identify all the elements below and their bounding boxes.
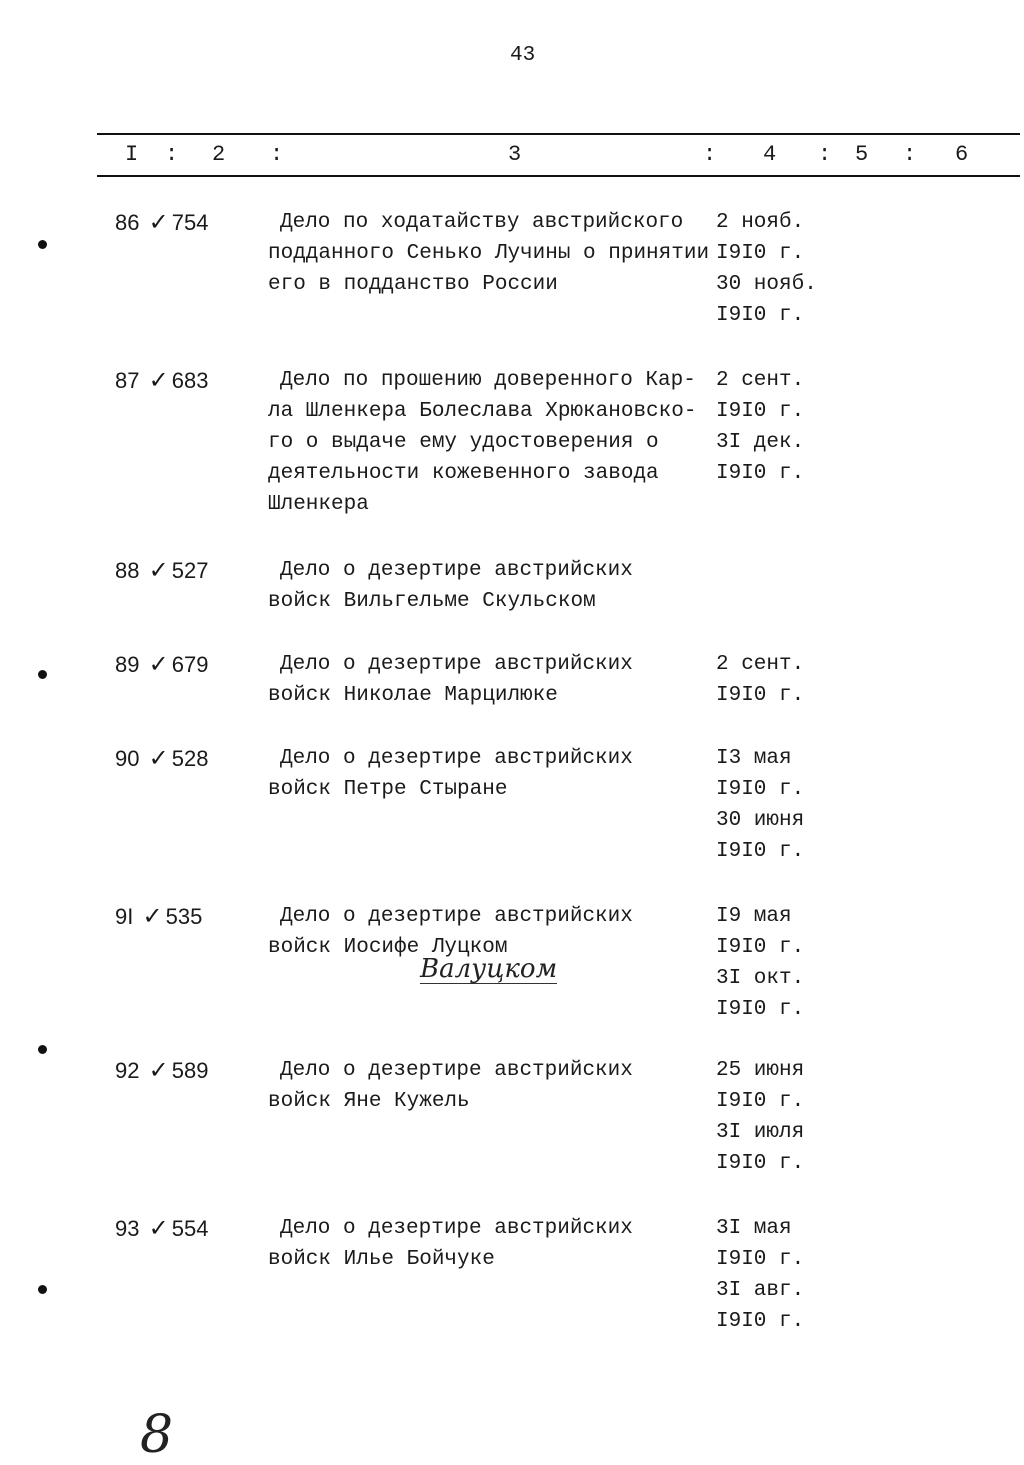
entry-number: 88 bbox=[115, 558, 140, 583]
date-line: I9I0 г. bbox=[716, 1310, 805, 1333]
description-line: Дело о дезертире австрийских bbox=[280, 1217, 633, 1240]
entry-description bbox=[268, 207, 709, 300]
handwritten-page-mark: 8 bbox=[140, 1405, 174, 1465]
date-line: 2 сент. bbox=[716, 653, 805, 676]
binder-hole-mark bbox=[38, 1285, 47, 1294]
column-separator: : bbox=[818, 142, 832, 167]
entry-number-cell bbox=[115, 555, 208, 586]
date-line: 25 июня bbox=[716, 1059, 805, 1082]
entry-number-cell bbox=[115, 1213, 208, 1244]
date-line: I3 мая bbox=[716, 747, 792, 770]
header-top-rule bbox=[97, 133, 1020, 135]
description-line: войск Илье Бойчуке bbox=[268, 1248, 495, 1271]
description-line: войск Петре Стыране bbox=[268, 778, 508, 801]
entry-description bbox=[268, 743, 633, 805]
date-line: I9I0 г. bbox=[716, 304, 805, 327]
archive-number: 589 bbox=[171, 1058, 209, 1083]
archive-number: 527 bbox=[171, 558, 209, 583]
description-line: войск Иосифе Луцком bbox=[268, 936, 508, 959]
checkmark-icon: ✓ bbox=[148, 366, 169, 394]
entry-dates bbox=[716, 365, 804, 489]
checkmark-icon: ✓ bbox=[148, 744, 169, 772]
date-line: I9I0 г. bbox=[716, 462, 805, 485]
date-line: 3I авг. bbox=[716, 1279, 805, 1302]
archive-number: 754 bbox=[171, 210, 209, 235]
date-line: 2 нояб. bbox=[716, 211, 805, 234]
entry-number-cell bbox=[115, 649, 208, 680]
column-header: 2 bbox=[212, 142, 226, 167]
entry-number: 90 bbox=[115, 746, 140, 771]
entry-number: 89 bbox=[115, 652, 140, 677]
handwritten-correction: Валуцком bbox=[420, 954, 558, 984]
date-line: 30 июня bbox=[716, 809, 805, 832]
entry-description bbox=[268, 1213, 633, 1275]
entry-number-cell bbox=[115, 365, 208, 396]
archive-number: 683 bbox=[171, 368, 209, 393]
entry-dates bbox=[716, 1213, 804, 1337]
entry-number: 86 bbox=[115, 210, 140, 235]
entry-description bbox=[268, 365, 696, 520]
entry-description bbox=[268, 555, 633, 617]
entry-number: 87 bbox=[115, 368, 140, 393]
date-line: I9 мая bbox=[716, 905, 792, 928]
archive-number: 554 bbox=[171, 1216, 209, 1241]
archive-number: 528 bbox=[171, 746, 209, 771]
binder-hole-mark bbox=[38, 1045, 47, 1054]
entry-dates bbox=[716, 901, 804, 1025]
date-line: I9I0 г. bbox=[716, 840, 805, 863]
column-separator: : bbox=[903, 142, 917, 167]
column-header: 4 bbox=[763, 142, 777, 167]
date-line: I9I0 г. bbox=[716, 998, 805, 1021]
entry-number: 93 bbox=[115, 1216, 140, 1241]
date-line: 2 сент. bbox=[716, 369, 805, 392]
checkmark-icon: ✓ bbox=[148, 1056, 169, 1084]
date-line: 3I дек. bbox=[716, 431, 805, 454]
description-line: Дело о дезертире австрийских bbox=[280, 905, 633, 928]
date-line: I9I0 г. bbox=[716, 684, 805, 707]
column-header: 5 bbox=[855, 142, 869, 167]
description-line: Шленкера bbox=[268, 493, 369, 516]
description-line: войск Вильгельме Скульском bbox=[268, 590, 596, 613]
binder-hole-mark bbox=[38, 670, 47, 679]
entry-number-cell bbox=[115, 743, 208, 774]
description-line: Дело о дезертире австрийских bbox=[280, 559, 633, 582]
checkmark-icon: ✓ bbox=[148, 208, 169, 236]
column-header: 3 bbox=[508, 142, 522, 167]
checkmark-icon: ✓ bbox=[142, 902, 163, 930]
entry-number-cell bbox=[115, 1055, 208, 1086]
date-line: I9I0 г. bbox=[716, 1090, 805, 1113]
archive-number: 679 bbox=[171, 652, 209, 677]
description-line: Дело по ходатайству австрийского bbox=[280, 211, 684, 234]
description-line: Дело по прошению доверенного Кар- bbox=[280, 369, 696, 392]
column-separator: : bbox=[165, 142, 179, 167]
page-number: 43 bbox=[510, 44, 536, 67]
date-line: I9I0 г. bbox=[716, 778, 805, 801]
date-line: I9I0 г. bbox=[716, 936, 805, 959]
date-line: I9I0 г. bbox=[716, 400, 805, 423]
checkmark-icon: ✓ bbox=[148, 556, 169, 584]
date-line: 30 нояб. bbox=[716, 273, 817, 296]
entry-number: 92 bbox=[115, 1058, 140, 1083]
description-line: войск Яне Кужель bbox=[268, 1090, 470, 1113]
entry-number-cell bbox=[115, 901, 202, 932]
description-line: Дело о дезертире австрийских bbox=[280, 653, 633, 676]
entry-number: 9I bbox=[115, 904, 134, 929]
archive-number: 535 bbox=[165, 904, 203, 929]
column-separator: : bbox=[703, 142, 717, 167]
date-line: I9I0 г. bbox=[716, 242, 805, 265]
entry-dates bbox=[716, 1055, 804, 1179]
checkmark-icon: ✓ bbox=[148, 650, 169, 678]
entry-number-cell bbox=[115, 207, 208, 238]
description-line: войск Николае Марцилюке bbox=[268, 684, 558, 707]
description-line: его в подданство России bbox=[268, 273, 558, 296]
column-separator: : bbox=[270, 142, 284, 167]
description-line: го о выдаче ему удостоверения о bbox=[268, 431, 659, 454]
entry-description bbox=[268, 649, 633, 711]
column-header: I bbox=[125, 142, 139, 167]
date-line: 3I июля bbox=[716, 1121, 805, 1144]
date-line: I9I0 г. bbox=[716, 1152, 805, 1175]
header-bottom-rule bbox=[97, 175, 1020, 177]
description-line: деятельности кожевенного завода bbox=[268, 462, 659, 485]
entry-dates bbox=[716, 743, 804, 867]
date-line: 3I мая bbox=[716, 1217, 792, 1240]
description-line: Дело о дезертире австрийских bbox=[280, 1059, 633, 1082]
description-line: Дело о дезертире австрийских bbox=[280, 747, 633, 770]
entry-dates bbox=[716, 649, 804, 711]
binder-hole-mark bbox=[38, 240, 47, 249]
entry-dates bbox=[716, 207, 817, 331]
checkmark-icon: ✓ bbox=[148, 1214, 169, 1242]
description-line: подданного Сенько Лучины о принятии bbox=[268, 242, 710, 265]
column-header: 6 bbox=[955, 142, 969, 167]
description-line: ла Шленкера Болеслава Хрюкановско- bbox=[268, 400, 697, 423]
date-line: I9I0 г. bbox=[716, 1248, 805, 1271]
entry-description bbox=[268, 1055, 633, 1117]
date-line: 3I окт. bbox=[716, 967, 805, 990]
